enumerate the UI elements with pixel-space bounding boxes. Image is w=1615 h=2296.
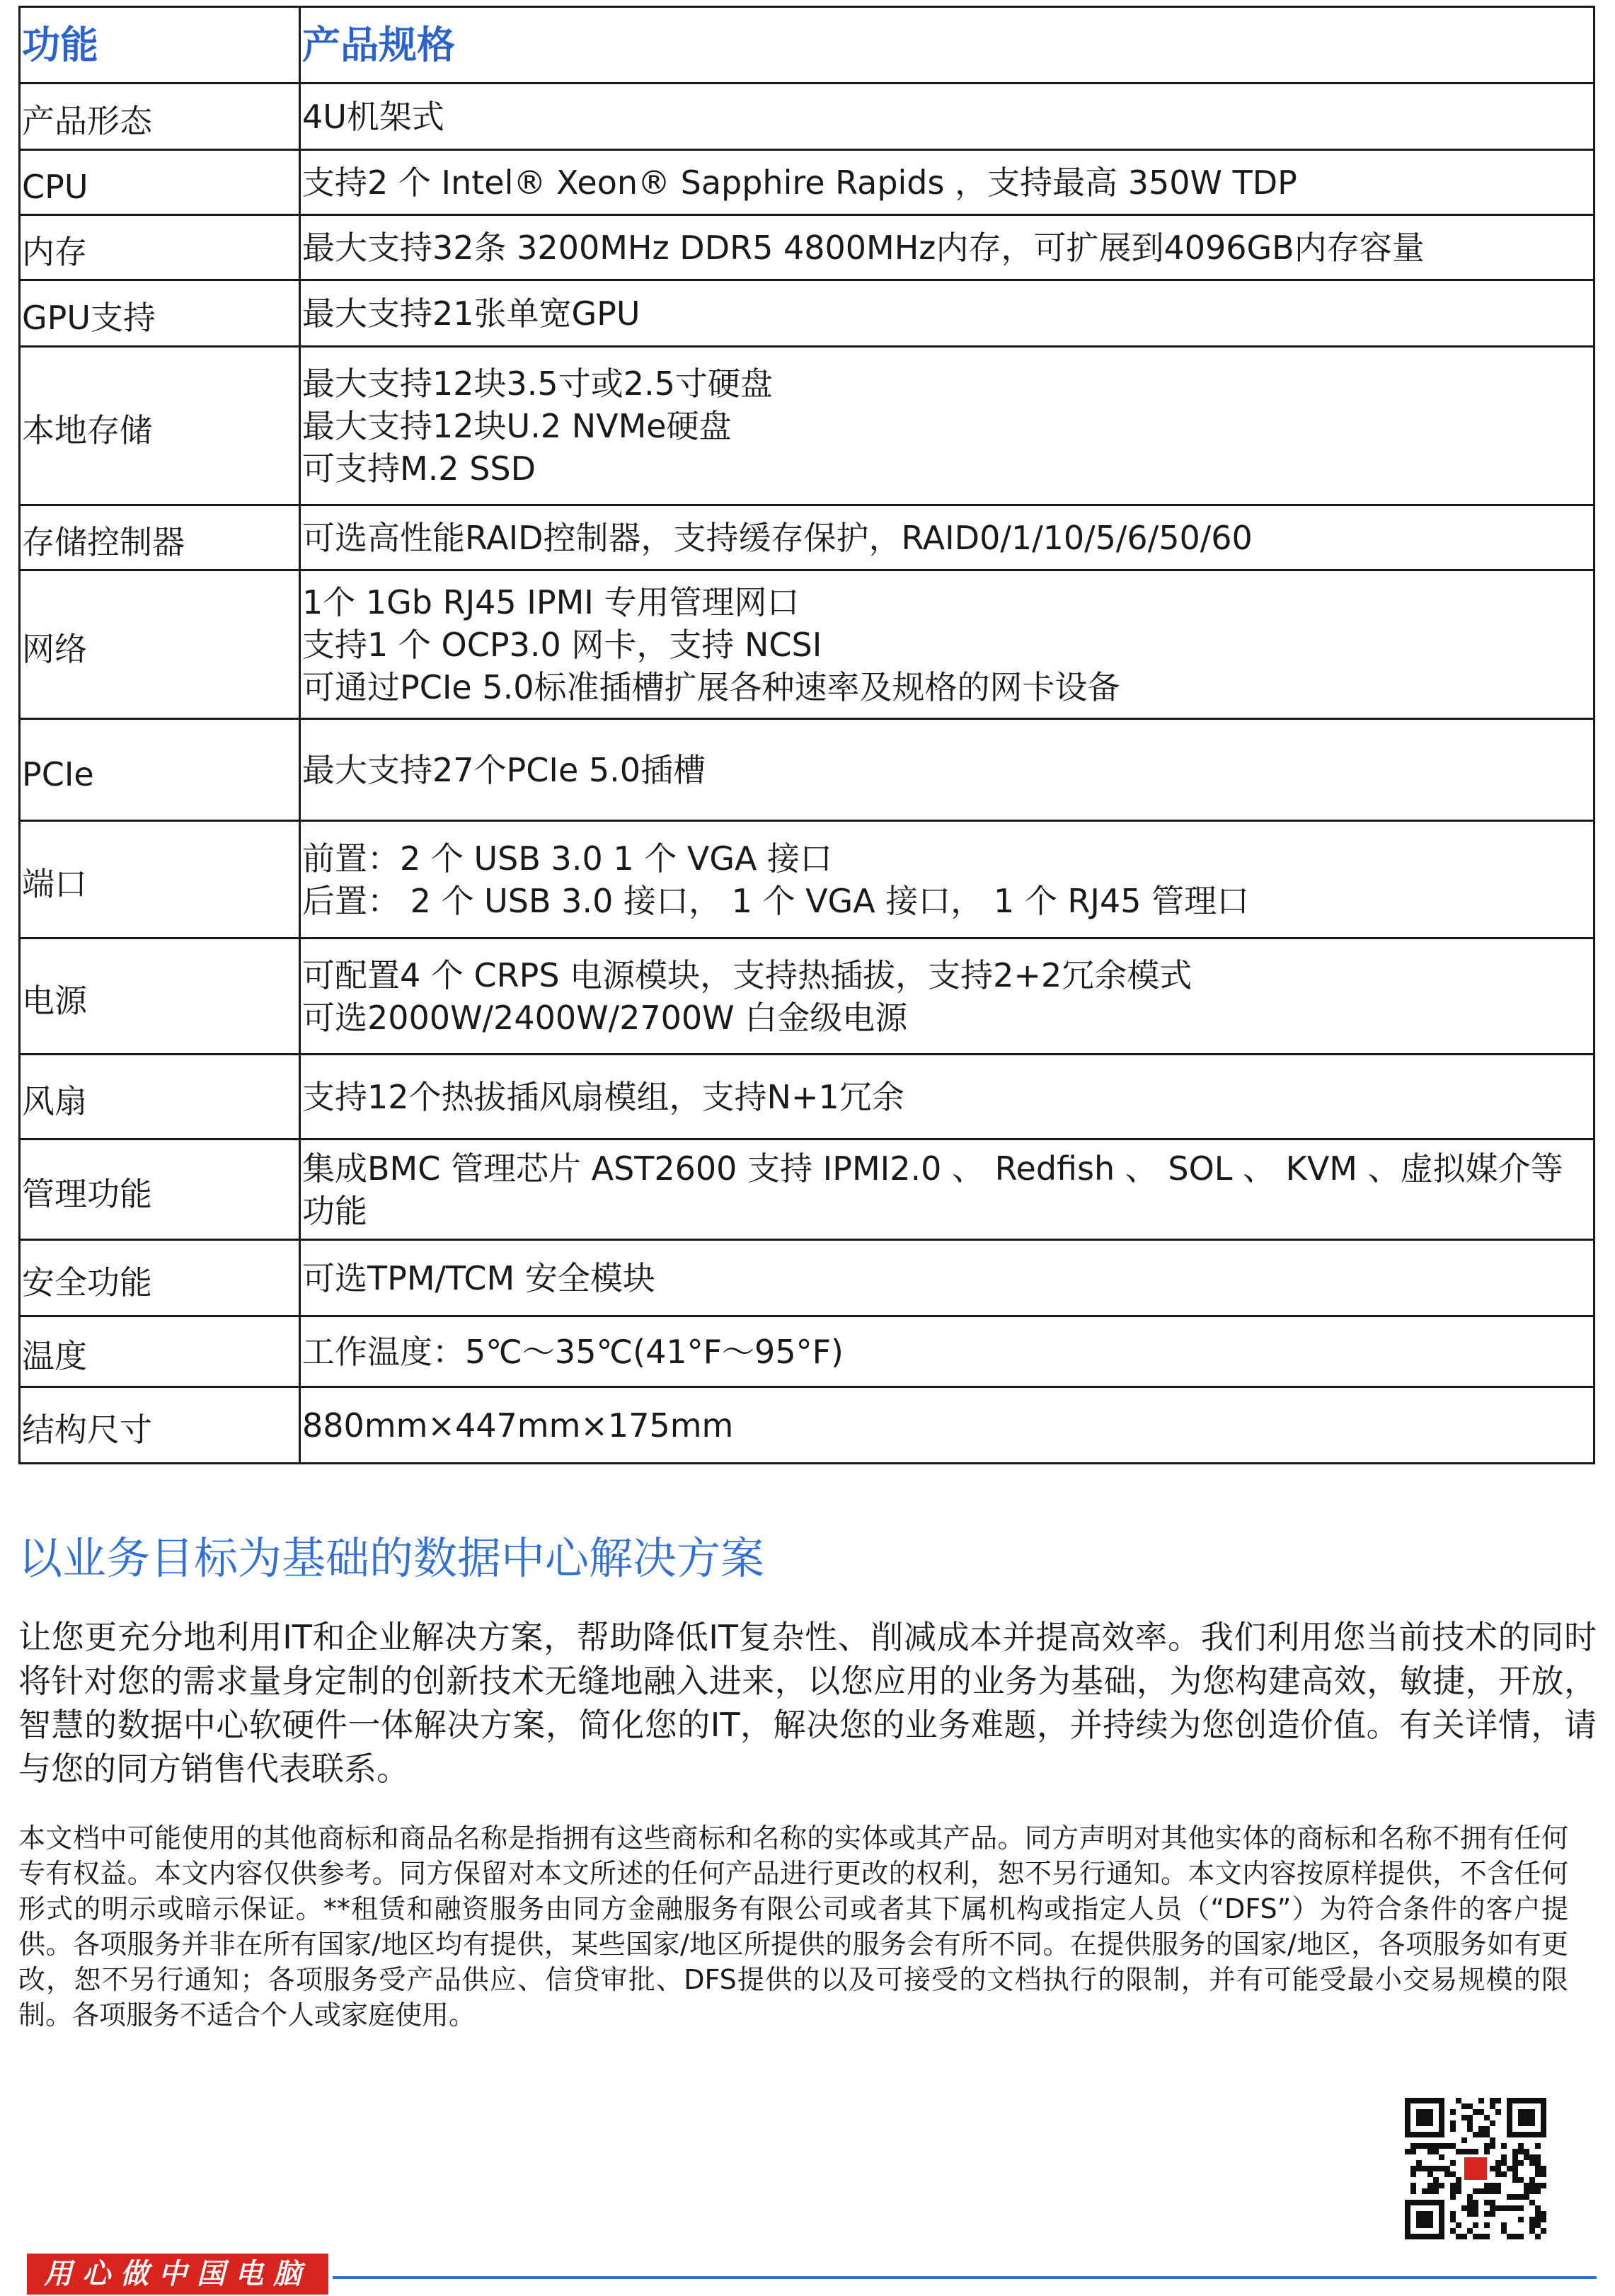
row-value bbox=[300, 1387, 1594, 1464]
row-value bbox=[300, 1140, 1594, 1240]
row-value bbox=[300, 1240, 1594, 1316]
table-row bbox=[20, 150, 1594, 215]
row-value bbox=[300, 347, 1594, 505]
row-value bbox=[300, 1055, 1594, 1140]
row-value-line: 最大支持21张单宽GPU bbox=[302, 294, 640, 333]
row-value-line: 最大支持32条 3200MHz DDR5 4800MHz内存，可扩展到4096GB内存容量 bbox=[302, 228, 1425, 267]
row-value-line: 最大支持12块U.2 NVMe硬盘 bbox=[302, 406, 732, 445]
table-row bbox=[20, 1387, 1594, 1464]
footer-slogan: 用心做中国电脑 bbox=[27, 2254, 328, 2295]
row-value bbox=[300, 84, 1594, 150]
row-value-line: 后置： 2 个 USB 3.0 接口， 1 个 VGA 接口， 1 个 RJ45 管理口 bbox=[302, 881, 1250, 920]
row-value-line: 1个 1Gb RJ45 IPMI 专用管理网口 bbox=[302, 582, 800, 621]
table-row bbox=[20, 347, 1594, 505]
row-value-line: 可选2000W/2400W/2700W 白金级电源 bbox=[302, 998, 908, 1037]
row-value-line: 可支持M.2 SSD bbox=[302, 449, 536, 488]
row-label: 内存 bbox=[20, 215, 300, 280]
row-value-line: 可选TPM/TCM 安全模块 bbox=[302, 1258, 655, 1297]
spec-table bbox=[18, 6, 1595, 1464]
table-row bbox=[20, 1240, 1594, 1316]
row-label: CPU bbox=[20, 150, 300, 215]
table-row bbox=[20, 570, 1594, 719]
row-label: 温度 bbox=[20, 1316, 300, 1387]
row-value-line: 支持2 个 Intel® Xeon® Sapphire Rapids ，支持最高 350W TDP bbox=[302, 163, 1297, 202]
table-row bbox=[20, 1140, 1594, 1240]
row-label: 安全功能 bbox=[20, 1240, 300, 1316]
table-row bbox=[20, 280, 1594, 347]
row-value bbox=[300, 570, 1594, 719]
row-value-line: 可配置4 个 CRPS 电源模块，支持热插拔，支持2+2冗余模式 bbox=[302, 955, 1192, 994]
table-row bbox=[20, 821, 1594, 939]
row-value-line: 880mm×447mm×175mm bbox=[302, 1406, 734, 1445]
row-value bbox=[300, 215, 1594, 280]
header-feature: 功能 bbox=[20, 7, 300, 84]
row-value-line: 支持12个热拔插风扇模组，支持N+1冗余 bbox=[302, 1077, 904, 1116]
spec-table-body bbox=[20, 7, 1594, 1464]
section-title: 以业务目标为基础的数据中心解决方案 bbox=[18, 1532, 765, 1584]
row-label: 管理功能 bbox=[20, 1140, 300, 1240]
section-body: 让您更充分地利用IT和企业解决方案，帮助降低IT复杂性、削减成本并提高效率。我们利用您当前技术的同时将针对您的需求量身定制的创新技术无缝地融入进来，以您应用的业务为基础，为您构建高效，敏捷，开放，智慧的数据中心软硬件一体解决方案，简化您的IT，解决您的业务难题，并持续为您创造价值。有关详情，请与您的同方销售代表联系。 bbox=[18, 1618, 1597, 1788]
row-value-line: 前置：2 个 USB 3.0 1 个 VGA 接口 bbox=[302, 839, 833, 878]
row-value bbox=[300, 719, 1594, 821]
row-label: 存储控制器 bbox=[20, 505, 300, 570]
row-label: 产品形态 bbox=[20, 84, 300, 150]
qr-code bbox=[1405, 2098, 1546, 2239]
row-value-line: 4U机架式 bbox=[302, 97, 444, 136]
table-row bbox=[20, 1055, 1594, 1140]
table-header-row bbox=[20, 7, 1594, 84]
table-row bbox=[20, 1316, 1594, 1387]
row-value-line: 最大支持12块3.5寸或2.5寸硬盘 bbox=[302, 364, 773, 403]
footer-divider bbox=[333, 2276, 1597, 2279]
row-value bbox=[300, 821, 1594, 939]
row-value bbox=[300, 150, 1594, 215]
row-value-line: 可通过PCIe 5.0标准插槽扩展各种速率及规格的网卡设备 bbox=[302, 667, 1120, 706]
row-label: 电源 bbox=[20, 939, 300, 1055]
table-row bbox=[20, 215, 1594, 280]
row-value bbox=[300, 280, 1594, 347]
disclaimer-text: 本文档中可能使用的其他商标和商品名称是指拥有这些商标和名称的实体或其产品。同方声明对其他实体的商标和名称不拥有任何专有权益。本文内容仅供参考。同方保留对本文所述的任何产品进行更改的权利，恕不另行通知。本文内容按原样提供，不含任何形式的明示或暗示保证。**租赁和融资服务由同方金融服务有限公司或者其下属机构或指定人员（“DFS”）为符合条件的客户提供。各项服务并非在所有国家/地区均有提供，某些国家/地区所提供的服务会有所不同。在提供服务的国家/地区，各项服务如有更改，恕不另行通知；各项服务受产品供应、信贷审批、DFS提供的以及可接受的文档执行的限制，并有可能受最小交易规模的限制。各项服务不适合个人或家庭使用。 bbox=[18, 1823, 1568, 2031]
row-label: 风扇 bbox=[20, 1055, 300, 1140]
row-value-line: 集成BMC 管理芯片 AST2600 支持 IPMI2.0 、 Redfish 、 SOL 、 KVM 、虚拟媒介等功能 bbox=[302, 1149, 1563, 1230]
row-label: 端口 bbox=[20, 821, 300, 939]
row-label: GPU支持 bbox=[20, 280, 300, 347]
header-spec: 产品规格 bbox=[300, 7, 1594, 84]
row-value-line: 支持1 个 OCP3.0 网卡，支持 NCSI bbox=[302, 625, 822, 664]
row-value bbox=[300, 1316, 1594, 1387]
table-row bbox=[20, 939, 1594, 1055]
row-value-line: 工作温度：5℃～35℃(41°F～95°F) bbox=[302, 1332, 844, 1371]
row-label: 网络 bbox=[20, 570, 300, 719]
row-value-line: 可选高性能RAID控制器，支持缓存保护，RAID0/1/10/5/6/50/60 bbox=[302, 518, 1253, 557]
table-row bbox=[20, 84, 1594, 150]
table-row bbox=[20, 505, 1594, 570]
row-label: PCIe bbox=[20, 719, 300, 821]
row-value bbox=[300, 505, 1594, 570]
row-label: 本地存储 bbox=[20, 347, 300, 505]
row-label: 结构尺寸 bbox=[20, 1387, 300, 1464]
row-value-line: 最大支持27个PCIe 5.0插槽 bbox=[302, 750, 706, 789]
row-value bbox=[300, 939, 1594, 1055]
table-row bbox=[20, 719, 1594, 821]
